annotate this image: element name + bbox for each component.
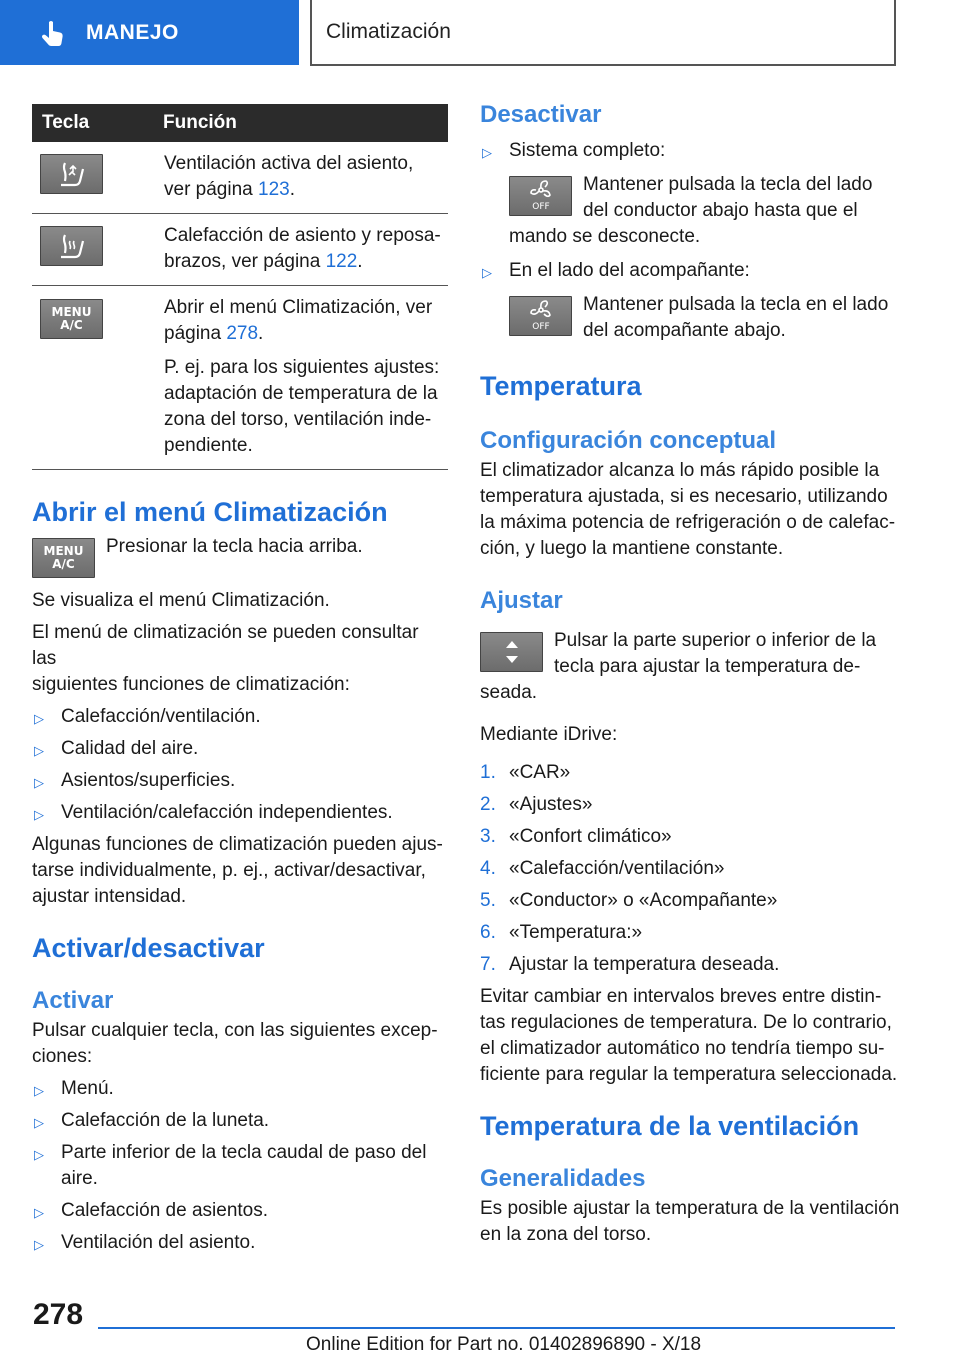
table-header-function: Función (153, 104, 448, 142)
step-item: 6. «Temperatura:» (480, 922, 643, 943)
paragraph: El climatizador alcanza lo más rápido posible la temperatura ajustada, si es necesario, utilizando la máxima potencia de refrigeración o de calefac- ción, y luego la mantiene constante. (480, 460, 896, 559)
triangle-bullet-icon: ▷ (34, 711, 44, 726)
menu-instruction (32, 534, 448, 578)
triangle-bullet-icon: ▷ (482, 265, 492, 280)
list-item: ▷ Calefacción/ventilación. (32, 704, 448, 736)
heading-vent-temperature: Temperatura de la ventilación (480, 1111, 860, 1141)
svg-text:OFF: OFF (531, 322, 550, 332)
row-text-line: P. ej. para los siguientes ajustes: (164, 357, 440, 378)
section-tab[interactable] (0, 0, 299, 65)
heading-activate: Activar (32, 987, 114, 1014)
list-item: ▷ Calefacción de la luneta. (32, 1108, 448, 1140)
triangle-bullet-icon: ▷ (34, 1147, 44, 1162)
heading-deactivate: Desactivar (480, 101, 602, 128)
paragraph: El menú de climatización se pueden consultar las siguientes funciones de climatización: (32, 622, 419, 695)
left-column (32, 104, 448, 1256)
table-row (32, 286, 448, 470)
key-label-bottom: A/C (60, 318, 83, 332)
page-reference-link[interactable]: 122 (325, 251, 358, 272)
row-text-line: página (164, 323, 227, 344)
svg-text:OFF: OFF (531, 202, 550, 212)
triangle-bullet-icon: ▷ (34, 1115, 44, 1130)
menu-instruction-text: Presionar la tecla hacia arriba. (106, 536, 363, 557)
heading-adjust: Ajustar (480, 587, 563, 614)
list-item: ▷ Ventilación/calefacción independientes. (32, 800, 448, 826)
page-number: 278 (33, 1298, 84, 1331)
edition-note: Online Edition for Part no. 01402896890 - X/18 (306, 1334, 702, 1355)
paragraph: Se visualiza el menú Climatización. (32, 590, 330, 611)
section-title: MANEJO (86, 20, 179, 44)
paragraph: Es posible ajustar la temperatura de la ventilación en la zona del torso. (480, 1198, 900, 1245)
row-text-line: Abrir el menú Climatización, ver (164, 297, 433, 318)
fan-off-key-icon (509, 296, 572, 336)
paragraph: Pulsar cualquier tecla, con las siguientes excep- ciones: (32, 1020, 438, 1067)
triangle-bullet-icon: ▷ (34, 1237, 44, 1252)
exception-list (32, 1076, 448, 1256)
list-item: ▷ Menú. (32, 1076, 448, 1108)
fan-off-key-icon (509, 176, 572, 216)
idrive-steps (480, 760, 900, 978)
key-label-top: MENU (43, 544, 84, 558)
step-item: 2. «Ajustes» (480, 794, 593, 815)
list-item: ▷ En el lado del acompañante: OFF Mantener pulsada la tecla en el lado del acompañante abajo. (480, 258, 900, 344)
row-text-line: pendiente. (164, 435, 253, 456)
instruction-with-key: Pulsar la parte superior o inferior de la tecla para ajustar la temperatura de- (480, 628, 900, 680)
heading-open-menu: Abrir el menú Climatización (32, 497, 388, 527)
paragraph: Algunas funciones de climatización pueden ajus- tarse individualmente, p. ej., activar/desactivar, ajustar intensidad. (32, 834, 443, 907)
list-item: ▷ Asientos/superficies. (32, 768, 448, 800)
deactivate-list (480, 138, 900, 344)
right-column (480, 100, 900, 1248)
heading-general: Generalidades (480, 1165, 646, 1192)
seat-ventilation-key-icon (40, 154, 103, 194)
paragraph: mando se desconecte. (509, 226, 701, 247)
triangle-bullet-icon: ▷ (34, 1083, 44, 1098)
row-text-line: Calefacción de asiento y reposa- (164, 225, 441, 246)
punctuation: . (357, 251, 363, 272)
menu-ac-key-icon (40, 299, 103, 339)
triangle-bullet-icon: ▷ (34, 807, 44, 822)
step-item: 7. Ajustar la temperatura deseada. (480, 954, 780, 975)
triangle-bullet-icon: ▷ (34, 743, 44, 758)
heading-temperature: Temperatura (480, 371, 642, 401)
heading-concept: Configuración conceptual (480, 427, 777, 454)
up-down-key-icon (480, 632, 543, 672)
step-item: 3. «Confort climático» (480, 826, 672, 847)
menu-ac-key-icon (32, 538, 95, 578)
key-function-table (32, 104, 448, 470)
footer-divider (98, 1327, 895, 1329)
list-item: ▷ Calidad del aire. (32, 736, 448, 768)
list-item: ▷ Sistema completo: OFF Mantener pulsada la tecla del lado del conductor abajo hasta que el mando se desconecte. (480, 138, 900, 250)
step-item: 5. «Conductor» o «Acompañante» (480, 890, 778, 911)
punctuation: . (289, 179, 295, 200)
instruction-with-key: OFF Mantener pulsada la tecla en el lado del acompañante abajo. (509, 292, 900, 344)
step-item: 1. «CAR» (480, 762, 571, 783)
punctuation: . (258, 323, 264, 344)
triangle-bullet-icon: ▷ (34, 775, 44, 790)
paragraph: Mediante iDrive: (480, 724, 618, 745)
key-label-bottom: A/C (52, 557, 75, 571)
triangle-bullet-icon: ▷ (34, 1205, 44, 1220)
page-reference-link[interactable]: 123 (258, 179, 290, 200)
heading-on-off: Activar/desactivar (32, 933, 265, 963)
paragraph: seada. (480, 682, 538, 703)
table-row (32, 214, 448, 286)
table-header-key: Tecla (32, 104, 153, 142)
list-item: ▷ Ventilación del asiento. (32, 1230, 448, 1256)
row-text-line: brazos, ver página (164, 251, 326, 272)
hand-pointer-icon (38, 18, 68, 48)
chapter-title: Climatización (310, 0, 896, 66)
table-row (32, 142, 448, 214)
key-label-top: MENU (51, 305, 92, 319)
page-reference-link[interactable]: 278 (226, 323, 259, 344)
seat-heating-key-icon (40, 226, 103, 266)
row-text-line: Ventilación activa del asiento, (164, 153, 414, 174)
step-item: 4. «Calefacción/ventilación» (480, 858, 725, 879)
instruction-with-key: OFF Mantener pulsada la tecla del lado del conductor abajo hasta que el (509, 172, 900, 224)
row-text-line: adaptación de temperatura de la (164, 383, 438, 404)
list-item: ▷ Calefacción de asientos. (32, 1198, 448, 1230)
function-list (32, 704, 448, 826)
row-text-line: ver página (164, 179, 259, 200)
paragraph: Evitar cambiar en intervalos breves entre distin- tas regulaciones de temperatura. De lo contrario, el climatizador automático no tendría tiempo su- ficiente para regular la temperatura seleccionada. (480, 986, 898, 1085)
triangle-bullet-icon: ▷ (482, 145, 492, 160)
row-text-line: zona del torso, ventilación inde- (164, 409, 432, 430)
list-item: ▷ Parte inferior de la tecla caudal de paso del aire. (34, 1142, 427, 1189)
